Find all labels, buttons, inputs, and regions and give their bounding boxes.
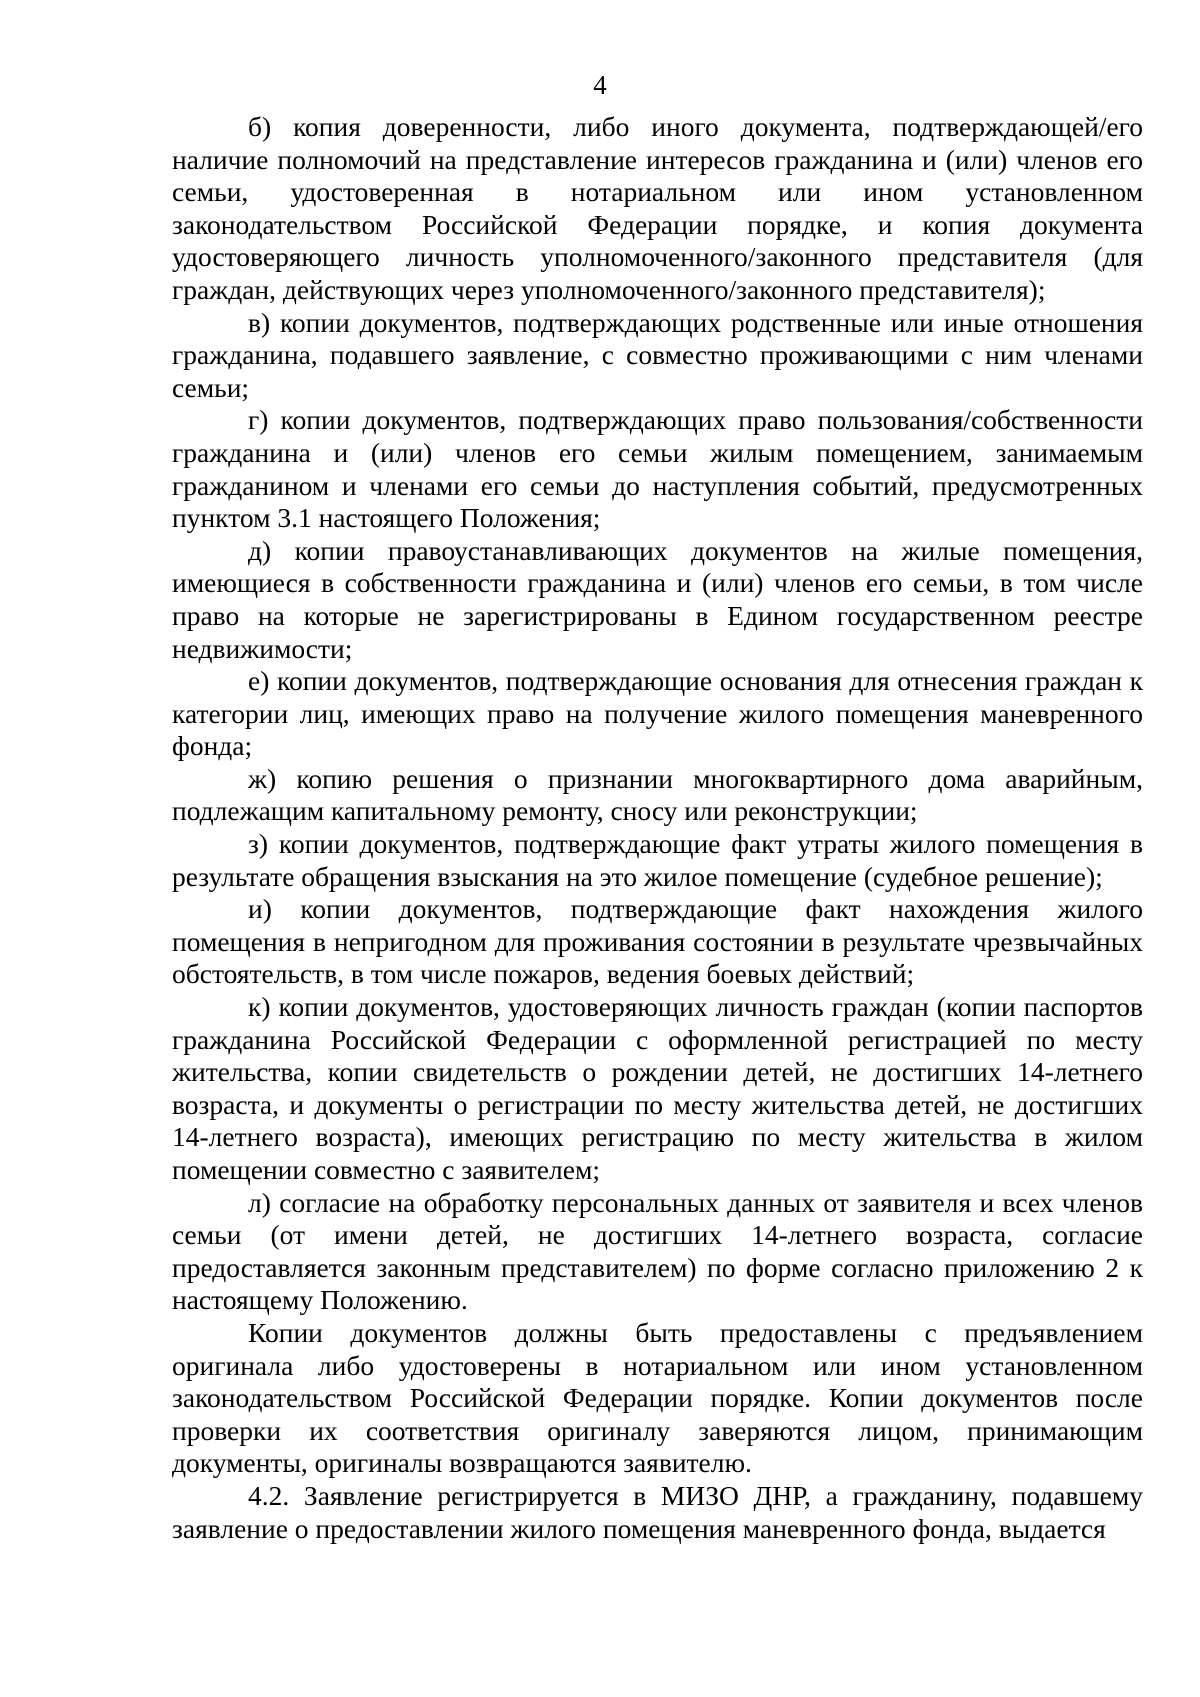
paragraph-l-personal-data-consent: л) согласие на обработку персональных данных от заявителя и всех членов семьи (от имени детей, не достигших 14-летнего возраста, согласие предоставляется законным представителем) по форме согласно приложению 2 к настоящему Положению. bbox=[172, 1186, 1143, 1316]
paragraph-i-unfit-housing: и) копии документов, подтверждающие факт нахождения жилого помещения в непригодном для проживания состоянии в результате чрезвычайных обстоятельств, в том числе пожаров, ведения боевых действий; bbox=[172, 893, 1143, 990]
paragraph-g-right-of-use: г) копии документов, подтверждающих право пользования/собственности гражданина и (или) членов его семьи жилым помещением, занимаемым гражданином и членами его семьи до наступления событий, предусмотренных пунктом 3.1 настоящего Положения; bbox=[172, 404, 1143, 534]
paragraph-zh-emergency-house-decision: ж) копию решения о признании многоквартирного дома аварийным, подлежащим капитальному ремонту, сносу или реконструкции; bbox=[172, 762, 1143, 827]
paragraph-d-title-documents: д) копии правоустанавливающих документов на жилые помещения, имеющиеся в собственности гражданина и (или) членов его семьи, в том числе право на которые не зарегистрированы в Едином государственном реестре недвижимости; bbox=[172, 534, 1143, 664]
page-number: 4 bbox=[593, 70, 607, 100]
paragraph-k-identity-documents: к) копии документов, удостоверяющих личность граждан (копии паспортов гражданина Российской Федерации с оформленной регистрацией по месту жительства, копии свидетельств о рождении детей, не достигших 14-летнего возраста, и документы о регистрации по месту жительства детей, не достигших 14-летнего возраста), имеющих регистрацию по месту жительства в жилом помещении совместно с заявителем; bbox=[172, 991, 1143, 1185]
paragraph-v-family-relations: в) копии документов, подтверждающих родственные или иные отношения гражданина, подавшего заявление, с совместно проживающими с ним членами семьи; bbox=[172, 306, 1143, 403]
paragraph-z-loss-of-housing: з) копии документов, подтверждающие факт утраты жилого помещения в результате обращения взыскания на это жилое помещение (судебное решение); bbox=[172, 828, 1143, 892]
paragraph-b-power-of-attorney: б) копия доверенности, либо иного документа, подтверждающей/его наличие полномочий на представление интересов гражданина и (или) членов его семьи, удостоверенная в нотариальном или ином установленном законодательством Российской Федерации порядке, и копия документа удостоверяющего личность уполномоченного/законного представителя (для граждан, действующих через уполномоченного/законного представителя); bbox=[172, 111, 1143, 305]
paragraph-e-category-grounds: е) копии документов, подтверждающие основания для отнесения граждан к категории лиц, имеющих право на получение жилого помещения маневренного фонда; bbox=[172, 665, 1143, 762]
paragraph-copies-certification: Копии документов должны быть предоставлены с предъявлением оригинала либо удостоверены в нотариальном или ином установленном законодательством Российской Федерации порядке. Копии документов после проверки их соответствия оригиналу заверяются лицом, принимающим документы, оригиналы возвращаются заявителю. bbox=[172, 1316, 1143, 1479]
document-body bbox=[172, 111, 1143, 1545]
paragraph-4-2-registration: 4.2. Заявление регистрируется в МИЗО ДНР, а гражданину, подавшему заявление о предоставлении жилого помещения маневренного фонда, выдается bbox=[172, 1479, 1143, 1544]
